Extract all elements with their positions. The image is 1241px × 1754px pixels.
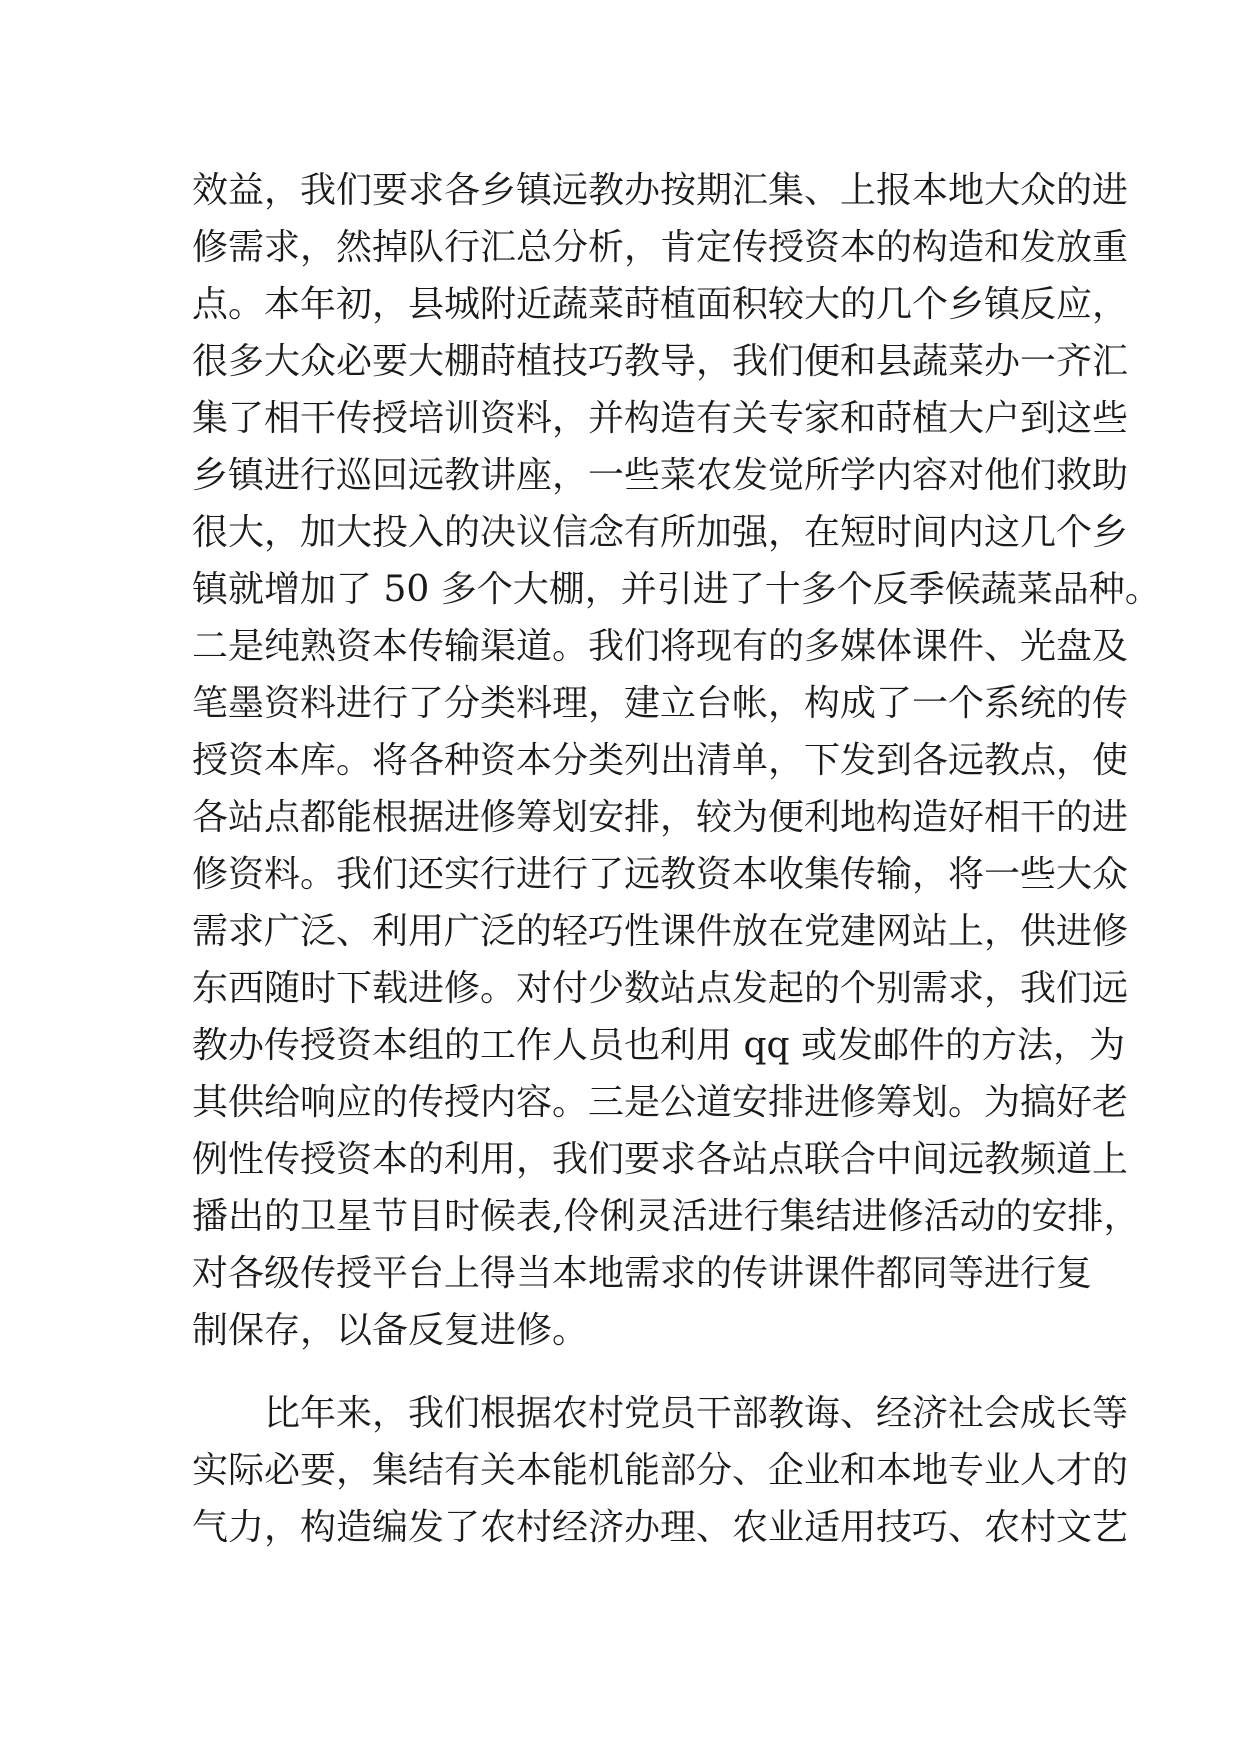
text-line-16: 教办传授资本组的工作人员也利用 qq 或发邮件的方法，为 (192, 1025, 1125, 1066)
text-line-18: 例性传授资本的利用，我们要求各站点联合中间远教频道上 (192, 1139, 1129, 1180)
paragraph-2-line-3: 气力，构造编发了农村经济办理、农业适用技巧、农村文艺 (192, 1507, 1129, 1548)
text-line-11: 授资本库。将各种资本分类列出清单，下发到各远教点，使 (192, 740, 1129, 781)
text-line-4: 很多大众必要大棚莳植技巧教导，我们便和县蔬菜办一齐汇 (192, 341, 1129, 382)
text-line-9: 二是纯熟资本传输渠道。我们将现有的多媒体课件、光盘及 (192, 626, 1129, 667)
text-line-12: 各站点都能根据进修筹划安排，较为便利地构造好相干的进 (192, 797, 1129, 838)
text-line-7: 很大，加大投入的决议信念有所加强，在短时间内这几个乡 (192, 512, 1129, 553)
text-line-2: 修需求，然掉队行汇总分析，肯定传授资本的构造和发放重 (192, 227, 1129, 268)
text-line-6: 乡镇进行巡回远教讲座，一些菜农发觉所学内容对他们救助 (192, 455, 1129, 496)
text-line-1: 效益，我们要求各乡镇远教办按期汇集、上报本地大众的进 (192, 170, 1129, 211)
text-line-3: 点。本年初，县城附近蔬菜莳植面积较大的几个乡镇反应， (192, 284, 1129, 325)
text-line-17: 其供给响应的传授内容。三是公道安排进修筹划。为搞好老 (192, 1082, 1129, 1123)
body-text (192, 162, 1161, 1556)
text-line-15: 东西随时下载进修。对付少数站点发起的个别需求，我们远 (192, 968, 1129, 1009)
text-line-8: 镇就增加了 50 多个大棚，并引进了十多个反季候蔬菜品种。 (192, 569, 1161, 610)
paragraph-2-line-1: 比年来，我们根据农村党员干部教诲、经济社会成长等 (192, 1393, 1129, 1434)
text-line-5: 集了相干传授培训资料，并构造有关专家和莳植大户到这些 (192, 398, 1129, 439)
paragraph-gap (192, 1359, 1072, 1385)
paragraph-2-line-2: 实际必要，集结有关本能机能部分、企业和本地专业人才的 (192, 1450, 1129, 1491)
text-line-19: 播出的卫星节目时候表,伶俐灵活进行集结进修活动的安排， (192, 1196, 1140, 1237)
text-line-13: 修资料。我们还实行进行了远教资本收集传输，将一些大众 (192, 854, 1129, 895)
text-line-14: 需求广泛、利用广泛的轻巧性课件放在党建网站上，供进修 (192, 911, 1129, 952)
text-line-21: 制保存，以备反复进修。 (192, 1310, 589, 1351)
text-line-20: 对各级传授平台上得当本地需求的传讲课件都同等进行复 (192, 1253, 1093, 1294)
text-line-10: 笔墨资料进行了分类料理，建立台帐，构成了一个系统的传 (192, 683, 1129, 724)
